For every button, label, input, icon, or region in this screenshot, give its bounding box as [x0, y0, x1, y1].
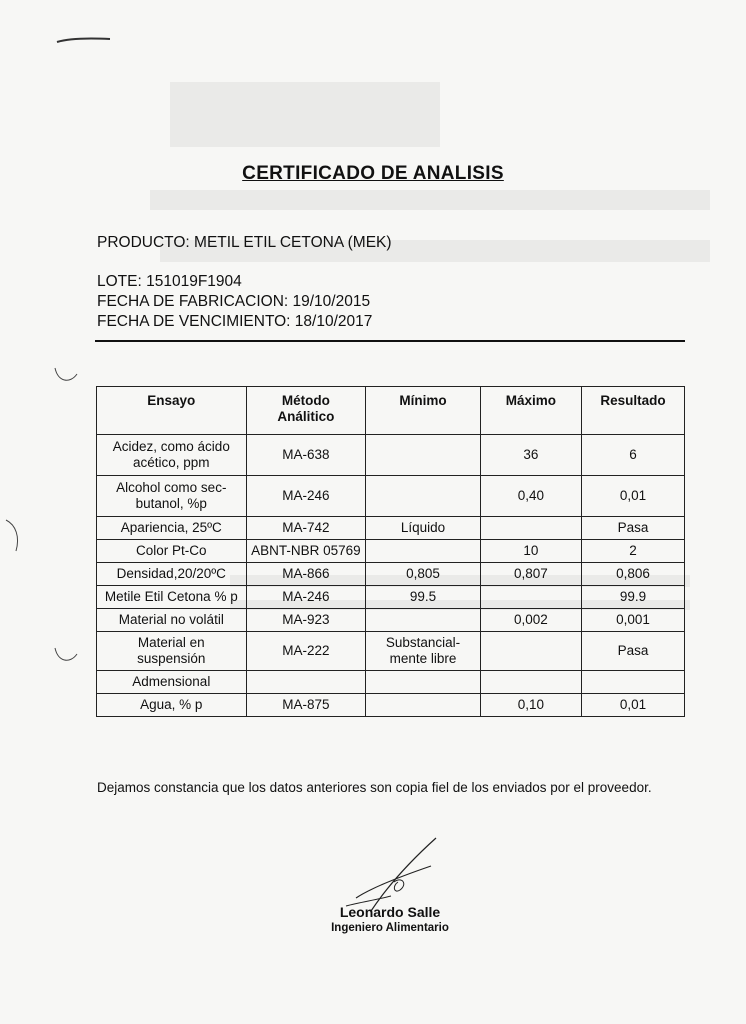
- cell-result: [582, 671, 685, 694]
- cell-result: Pasa: [582, 632, 685, 671]
- cell-method: MA-923: [246, 609, 366, 632]
- cell-min: 0,805: [366, 563, 481, 586]
- cell-max: 0,002: [480, 609, 581, 632]
- cell-max: 36: [480, 435, 581, 476]
- cell-min-line2: mente libre: [389, 651, 457, 666]
- divider: [95, 340, 685, 342]
- cell-test-line1: Acidez, como ácido: [112, 439, 230, 454]
- cell-result: 0,01: [582, 476, 685, 517]
- table-row: [97, 435, 685, 476]
- cell-result: Pasa: [582, 517, 685, 540]
- cell-result: 0,806: [582, 563, 685, 586]
- cell-result: 0,001: [582, 609, 685, 632]
- table-row: [97, 609, 685, 632]
- cell-result: 6: [582, 435, 685, 476]
- manufacture-date-line: FECHA DE FABRICACION: 19/10/2015: [97, 293, 371, 310]
- table-row: [97, 586, 685, 609]
- cell-max: [480, 517, 581, 540]
- cell-min: [366, 632, 481, 671]
- cell-test: Metile Etil Cetona % p: [97, 586, 247, 609]
- cell-test: Apariencia, 25ºC: [97, 517, 247, 540]
- cell-max: 0,10: [480, 694, 581, 717]
- table-row: [97, 517, 685, 540]
- cell-result: 2: [582, 540, 685, 563]
- cell-test: Material no volátil: [97, 609, 247, 632]
- header-test: Ensayo: [97, 387, 247, 435]
- cell-max: 0,807: [480, 563, 581, 586]
- cell-result: 0,01: [582, 694, 685, 717]
- cell-test: [97, 435, 247, 476]
- header-max: Máximo: [480, 387, 581, 435]
- cell-max: 0,40: [480, 476, 581, 517]
- cell-min: [366, 609, 481, 632]
- cell-method: MA-866: [246, 563, 366, 586]
- cell-result: 99.9: [582, 586, 685, 609]
- cell-test: [97, 476, 247, 517]
- cell-min: Líquido: [366, 517, 481, 540]
- table-row: [97, 540, 685, 563]
- cell-min: 99.5: [366, 586, 481, 609]
- table-row: [97, 671, 685, 694]
- cell-test: Densidad,20/20ºC: [97, 563, 247, 586]
- cell-test-line2: butanol, %p: [135, 496, 207, 511]
- table-row: [97, 476, 685, 517]
- disclaimer-text: Dejamos constancia que los datos anteriores son copia fiel de los enviados por el proveedor.: [97, 780, 652, 795]
- cell-test: Admensional: [97, 671, 247, 694]
- cell-min: [366, 435, 481, 476]
- cell-test-line2: suspensión: [137, 651, 206, 666]
- table-row: [97, 563, 685, 586]
- table-header-row: [97, 387, 685, 435]
- cell-max: [480, 632, 581, 671]
- cell-method: MA-246: [246, 476, 366, 517]
- cell-min: [366, 671, 481, 694]
- hole-punch-mark: [52, 360, 80, 390]
- ghost-band: [150, 190, 710, 210]
- cell-method: MA-222: [246, 632, 366, 671]
- cell-min: [366, 694, 481, 717]
- expiry-date-line: FECHA DE VENCIMIENTO: 18/10/2017: [97, 313, 373, 330]
- cell-test: Color Pt-Co: [97, 540, 247, 563]
- cell-method: [246, 671, 366, 694]
- page-title: CERTIFICADO DE ANALISIS: [242, 163, 504, 184]
- header-method: [246, 387, 366, 435]
- table-row: [97, 694, 685, 717]
- cell-min: [366, 476, 481, 517]
- cell-method: MA-742: [246, 517, 366, 540]
- cell-method: MA-246: [246, 586, 366, 609]
- cell-method: MA-638: [246, 435, 366, 476]
- product-line: PRODUCTO: METIL ETIL CETONA (MEK): [97, 234, 392, 251]
- cell-max: [480, 671, 581, 694]
- signatory-title: Ingeniero Alimentario: [331, 922, 449, 934]
- signatory-name: Leonardo Salle: [339, 904, 441, 920]
- cell-test: [97, 632, 247, 671]
- scan-mark: [55, 30, 115, 50]
- cell-min: [366, 540, 481, 563]
- cell-test-line2: acético, ppm: [133, 455, 210, 470]
- header-min: Mínimo: [366, 387, 481, 435]
- table-row: [97, 632, 685, 671]
- header-method-line1: Método: [281, 393, 330, 408]
- cell-test-line1: Material en: [137, 635, 205, 650]
- lot-line: LOTE: 151019F1904: [97, 273, 242, 290]
- hole-punch-mark: [52, 640, 80, 670]
- cell-max: 10: [480, 540, 581, 563]
- cell-min-line1: Substancial-: [385, 635, 461, 650]
- cell-method: ABNT-NBR 05769: [246, 540, 366, 563]
- analysis-table: [96, 386, 685, 717]
- ghost-header-box: [170, 82, 440, 147]
- cell-max: [480, 586, 581, 609]
- header-method-line2: Análitico: [277, 409, 335, 424]
- cell-method: MA-875: [246, 694, 366, 717]
- cell-test-line1: Alcohol como sec-: [116, 480, 227, 495]
- scan-mark: [2, 515, 26, 555]
- header-result: Resultado: [582, 387, 685, 435]
- cell-test: Agua, % p: [97, 694, 247, 717]
